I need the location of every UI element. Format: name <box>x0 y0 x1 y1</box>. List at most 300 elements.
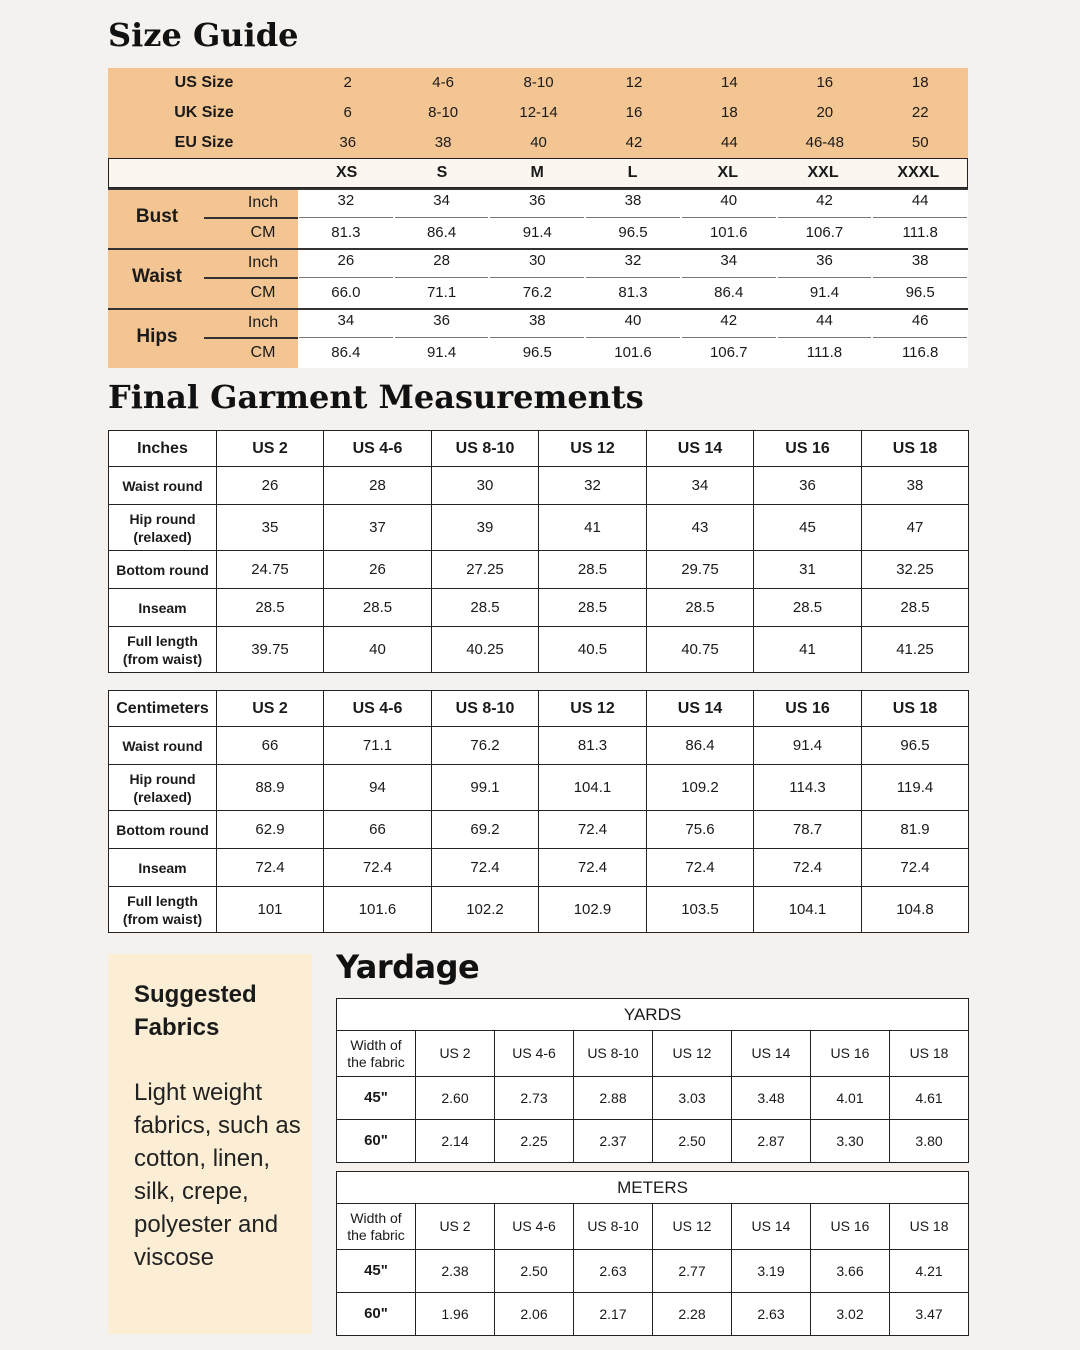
row-label-line1: Bottom round <box>116 561 209 578</box>
yardage-value: 2.77 <box>653 1250 732 1293</box>
measurement-cell: 29.75 <box>647 551 754 589</box>
yardage-value: 2.63 <box>574 1250 653 1293</box>
cm-value: 86.4 <box>714 284 744 301</box>
separator-segment <box>778 337 872 338</box>
separator-segment <box>395 337 489 338</box>
separator-segment <box>778 217 872 218</box>
measurement-cell: 69.2 <box>432 811 539 849</box>
size-column-header: US 14 <box>732 1204 811 1250</box>
inch-value: 44 <box>911 192 929 209</box>
yardage-yards-table <box>336 998 969 1163</box>
measurement-cell: 28 <box>324 467 432 505</box>
yardage-value: 2.88 <box>574 1077 653 1120</box>
width-of-fabric-label <box>337 1204 416 1250</box>
garment-inches-table <box>108 430 969 673</box>
yardage-title: Yardage <box>336 948 480 986</box>
size-guide-table <box>108 68 968 370</box>
measurement-cell: 66 <box>324 811 432 849</box>
separator-segment <box>682 217 776 218</box>
row-label-line1: Waist round <box>122 477 203 494</box>
yardage-value: 3.80 <box>890 1120 969 1163</box>
inch-value: 36 <box>816 252 833 269</box>
cm-value: 111.8 <box>806 344 843 361</box>
separator-segment <box>490 277 584 278</box>
row-label <box>109 765 217 811</box>
size-value: 16 <box>625 104 643 121</box>
inch-value: 36 <box>433 312 450 329</box>
measurement-cell: 114.3 <box>754 765 862 811</box>
row-label-line1: Inseam <box>138 859 187 876</box>
measurement-cell: 27.25 <box>432 551 539 589</box>
measurement-cell: 41 <box>754 627 862 673</box>
row-label <box>109 849 217 887</box>
suggested-fabrics-box <box>108 954 312 1334</box>
body-measurement-block <box>108 188 968 248</box>
measurement-cell: 103.5 <box>647 887 754 933</box>
measurement-cell: 28.5 <box>647 589 754 627</box>
separator-segment <box>490 337 584 338</box>
letter-size: XXL <box>807 164 839 181</box>
row-label-line1: Hip round <box>129 510 196 527</box>
row-separator <box>298 337 968 338</box>
yardage-value: 2.37 <box>574 1120 653 1163</box>
cm-value: 106.7 <box>805 224 844 241</box>
measurement-cell: 24.75 <box>217 551 324 589</box>
letter-size: M <box>530 164 544 181</box>
measurement-cell: 36 <box>754 467 862 505</box>
cm-values-row <box>298 220 968 250</box>
size-conversion-cells <box>300 68 968 98</box>
separator-segment <box>586 277 680 278</box>
fabrics-description: Light weight fabrics, such as cotton, linen, silk, crepe, polyester and viscose <box>134 1079 301 1271</box>
yardage-row <box>337 1250 969 1293</box>
row-label-line1: Waist round <box>122 737 203 754</box>
table-row <box>109 811 969 849</box>
measurement-cell: 28.5 <box>754 589 862 627</box>
table-row <box>109 887 969 933</box>
cm-value: 96.5 <box>618 224 648 241</box>
size-value: 40 <box>530 134 547 151</box>
yardage-value: 3.19 <box>732 1250 811 1293</box>
unit-inch-label: Inch <box>247 314 279 331</box>
measurement-cell: 34 <box>647 467 754 505</box>
size-value: 12 <box>625 74 643 91</box>
fabric-width: 45" <box>337 1077 416 1120</box>
size-column-header: US 18 <box>890 1031 969 1077</box>
row-label <box>109 589 217 627</box>
yardage-value: 3.47 <box>890 1293 969 1336</box>
cm-value: 111.8 <box>902 224 938 241</box>
measurement-cell: 26 <box>324 551 432 589</box>
separator-segment <box>395 217 489 218</box>
measurement-cell: 47 <box>862 505 969 551</box>
body-measurement-block <box>108 308 968 368</box>
block-top-border <box>108 308 968 310</box>
cm-value: 86.4 <box>426 224 457 241</box>
inch-value: 26 <box>337 252 355 269</box>
yardage-value: 2.17 <box>574 1293 653 1336</box>
separator-segment <box>490 217 584 218</box>
body-measurement-block <box>108 248 968 308</box>
yardage-value: 2.87 <box>732 1120 811 1163</box>
measurement-values <box>298 308 968 368</box>
table-header-row <box>109 691 969 727</box>
unit-inch-label: Inch <box>247 194 279 211</box>
fabric-width: 45" <box>337 1250 416 1293</box>
yardage-row <box>337 1293 969 1336</box>
measurement-cell: 104.1 <box>754 887 862 933</box>
row-label <box>109 505 217 551</box>
width-label-line2: the fabric <box>347 1226 405 1243</box>
size-column-header: US 18 <box>862 431 969 467</box>
size-value: 36 <box>339 134 357 151</box>
cm-value: 101.6 <box>614 344 652 361</box>
inch-value: 46 <box>911 312 929 329</box>
unit-inch-label: Inch <box>247 254 279 271</box>
yardage-value: 2.06 <box>495 1293 574 1336</box>
size-value: 4-6 <box>432 74 454 91</box>
unit-corner-label: Inches <box>109 431 217 467</box>
row-label-line2: (from waist) <box>122 910 203 927</box>
measurement-cell: 30 <box>432 467 539 505</box>
cm-value: 91.4 <box>522 224 552 241</box>
measurement-cell: 28.5 <box>324 589 432 627</box>
row-label <box>109 727 217 765</box>
yardage-value: 4.01 <box>811 1077 890 1120</box>
yardage-value: 3.02 <box>811 1293 890 1336</box>
row-label <box>109 551 217 589</box>
size-value: 46-48 <box>805 134 844 151</box>
measurement-cell: 102.9 <box>539 887 647 933</box>
letter-size: XS <box>335 164 358 181</box>
inch-values-row <box>298 188 968 218</box>
yardage-meters-table <box>336 1171 969 1336</box>
size-value: 20 <box>816 104 834 121</box>
measurement-cell: 109.2 <box>647 765 754 811</box>
table-row <box>109 727 969 765</box>
yardage-header-row <box>337 1204 969 1250</box>
inch-value: 40 <box>720 192 738 209</box>
cm-value: 96.5 <box>522 344 552 361</box>
size-column-header: US 12 <box>539 691 647 727</box>
inch-values-row <box>298 308 968 338</box>
letter-size: S <box>436 164 448 181</box>
separator-segment <box>395 277 489 278</box>
row-label-line2: (from waist) <box>122 650 203 667</box>
row-label-line1: Hip round <box>129 770 196 787</box>
cm-value: 86.4 <box>331 344 361 361</box>
yardage-caption: YARDS <box>337 999 969 1031</box>
separator-segment <box>299 217 393 218</box>
inch-value: 44 <box>816 312 833 329</box>
measurement-name: Waist <box>132 266 182 287</box>
measurement-cell: 28.5 <box>217 589 324 627</box>
yardage-value: 3.03 <box>653 1077 732 1120</box>
separator-segment <box>873 277 967 278</box>
cm-value: 91.4 <box>809 284 840 301</box>
cm-value: 96.5 <box>905 284 935 301</box>
yardage-caption-row <box>337 1172 969 1204</box>
inch-value: 38 <box>911 252 929 269</box>
cm-value: 101.6 <box>709 224 748 241</box>
separator-segment <box>682 337 776 338</box>
measurement-cell: 76.2 <box>432 727 539 765</box>
yardage-row <box>337 1077 969 1120</box>
row-label <box>109 627 217 673</box>
unit-corner-label: Centimeters <box>109 691 217 727</box>
measurement-cell: 104.8 <box>862 887 969 933</box>
unit-cm-label: CM <box>250 344 276 361</box>
size-value: 12-14 <box>519 104 558 121</box>
block-top-border <box>108 188 968 190</box>
garment-centimeters-table <box>108 690 969 933</box>
measurement-cell: 78.7 <box>754 811 862 849</box>
size-column-header: US 2 <box>416 1204 495 1250</box>
cm-value: 66.0 <box>331 284 361 301</box>
size-value: 8-10 <box>523 74 554 91</box>
separator-segment <box>299 337 393 338</box>
separator-segment <box>682 277 776 278</box>
measurement-cell: 72.4 <box>647 849 754 887</box>
measurement-cell: 40.75 <box>647 627 754 673</box>
separator-segment <box>873 337 967 338</box>
row-separator <box>298 217 968 218</box>
yardage-row <box>337 1120 969 1163</box>
final-garment-title: Final Garment Measurements <box>108 378 644 416</box>
measurement-cell: 39 <box>432 505 539 551</box>
size-column-header: US 14 <box>647 431 754 467</box>
fabric-width: 60" <box>337 1293 416 1336</box>
measurement-cell: 99.1 <box>432 765 539 811</box>
cm-values-row <box>298 340 968 370</box>
cm-value: 91.4 <box>426 344 457 361</box>
inch-value: 42 <box>720 312 738 329</box>
measurement-cell: 94 <box>324 765 432 811</box>
size-column-header: US 8-10 <box>432 691 539 727</box>
unit-cm-label: CM <box>250 284 276 301</box>
measurement-cell: 75.6 <box>647 811 754 849</box>
letter-size-row <box>108 158 968 188</box>
size-column-header: US 2 <box>217 691 324 727</box>
measurement-cell: 32 <box>539 467 647 505</box>
measurement-cell: 101 <box>217 887 324 933</box>
measurement-cell: 32.25 <box>862 551 969 589</box>
row-label-line1: Inseam <box>138 599 187 616</box>
measurement-cell: 45 <box>754 505 862 551</box>
separator-segment <box>778 277 872 278</box>
size-column-header: US 4-6 <box>324 431 432 467</box>
size-column-header: US 4-6 <box>495 1031 574 1077</box>
table-row <box>109 849 969 887</box>
measurement-cell: 72.4 <box>754 849 862 887</box>
measurement-name: Bust <box>135 206 179 227</box>
measurement-values <box>298 248 968 308</box>
unit-cm-label: CM <box>250 224 276 241</box>
size-value: 44 <box>721 134 738 151</box>
table-row <box>109 505 969 551</box>
size-value: 6 <box>343 104 352 121</box>
size-column-header: US 8-10 <box>574 1204 653 1250</box>
cm-value: 106.7 <box>709 344 748 361</box>
row-label <box>109 887 217 933</box>
measurement-cell: 40.25 <box>432 627 539 673</box>
size-guide-title: Size Guide <box>108 16 299 54</box>
inch-value: 42 <box>816 192 833 209</box>
size-column-header: US 14 <box>732 1031 811 1077</box>
row-label <box>109 811 217 849</box>
size-column-header: US 12 <box>539 431 647 467</box>
measurement-cell: 40.5 <box>539 627 647 673</box>
fabric-width: 60" <box>337 1120 416 1163</box>
row-label-line1: Full length <box>127 632 198 649</box>
size-column-header: US 12 <box>653 1204 732 1250</box>
size-column-header: US 2 <box>416 1031 495 1077</box>
measurement-cell: 96.5 <box>862 727 969 765</box>
measurement-cell: 71.1 <box>324 727 432 765</box>
measurement-cell: 88.9 <box>217 765 324 811</box>
cm-value: 81.3 <box>331 224 361 241</box>
width-label-line1: Width of <box>350 1209 402 1226</box>
size-column-header: US 8-10 <box>574 1031 653 1077</box>
measurement-cell: 72.4 <box>539 849 647 887</box>
measurement-cell: 72.4 <box>862 849 969 887</box>
row-separator <box>298 277 968 278</box>
size-value: 18 <box>721 104 738 121</box>
width-label-line1: Width of <box>350 1036 402 1053</box>
size-column-header: US 14 <box>647 691 754 727</box>
size-value: 2 <box>343 74 352 91</box>
separator-segment <box>873 217 967 218</box>
measurement-cell: 101.6 <box>324 887 432 933</box>
row-label-line2: (relaxed) <box>133 788 192 805</box>
table-row <box>109 765 969 811</box>
size-column-header: US 12 <box>653 1031 732 1077</box>
cm-value: 81.3 <box>618 284 648 301</box>
measurement-cell: 81.9 <box>862 811 969 849</box>
yardage-value: 2.25 <box>495 1120 574 1163</box>
measurement-name: Hips <box>136 326 178 347</box>
yardage-value: 2.14 <box>416 1120 495 1163</box>
size-column-header: US 4-6 <box>324 691 432 727</box>
size-column-header: US 18 <box>862 691 969 727</box>
table-row <box>109 627 969 673</box>
row-label <box>109 467 217 505</box>
measurement-cell: 41 <box>539 505 647 551</box>
yardage-value: 3.30 <box>811 1120 890 1163</box>
measurement-cell: 86.4 <box>647 727 754 765</box>
measurement-cell: 28.5 <box>432 589 539 627</box>
size-system-label: US Size <box>174 74 234 91</box>
inch-value: 34 <box>337 312 355 329</box>
measurement-cell: 104.1 <box>539 765 647 811</box>
letter-size: L <box>627 164 638 181</box>
table-row <box>109 589 969 627</box>
inch-value: 36 <box>528 192 546 209</box>
yardage-value: 2.50 <box>495 1250 574 1293</box>
size-column-header: US 16 <box>754 691 862 727</box>
yardage-value: 3.48 <box>732 1077 811 1120</box>
yardage-value: 2.38 <box>416 1250 495 1293</box>
size-conversion-row <box>108 98 968 128</box>
size-conversion-row <box>108 68 968 98</box>
inch-value: 30 <box>528 252 546 269</box>
width-of-fabric-label <box>337 1031 416 1077</box>
size-conversion-cells <box>300 98 968 128</box>
measurement-cell: 43 <box>647 505 754 551</box>
size-system-label: UK Size <box>174 104 234 121</box>
inch-value: 32 <box>337 192 355 209</box>
fabrics-heading-line1: Suggested <box>134 981 257 1008</box>
yardage-value: 2.50 <box>653 1120 732 1163</box>
measurement-cell: 28.5 <box>539 551 647 589</box>
row-label-line1: Bottom round <box>116 821 209 838</box>
measurement-cell: 91.4 <box>754 727 862 765</box>
yardage-value: 2.63 <box>732 1293 811 1336</box>
yardage-caption: METERS <box>337 1172 969 1204</box>
measurement-cell: 72.4 <box>217 849 324 887</box>
inch-value: 34 <box>433 192 450 209</box>
yardage-header-row <box>337 1031 969 1077</box>
yardage-value: 3.66 <box>811 1250 890 1293</box>
measurement-cell: 38 <box>862 467 969 505</box>
size-value: 8-10 <box>428 104 459 121</box>
cm-value: 71.1 <box>426 284 457 301</box>
size-value: 38 <box>434 134 452 151</box>
size-column-header: US 2 <box>217 431 324 467</box>
separator-segment <box>586 217 680 218</box>
yardage-value: 4.21 <box>890 1250 969 1293</box>
measurement-cell: 62.9 <box>217 811 324 849</box>
measurement-cell: 40 <box>324 627 432 673</box>
inch-value: 32 <box>624 252 642 269</box>
inch-value: 40 <box>624 312 642 329</box>
size-conversion-cells <box>300 128 968 158</box>
measurement-values <box>298 188 968 248</box>
inch-value: 38 <box>528 312 546 329</box>
inch-value: 28 <box>433 252 450 269</box>
size-value: 16 <box>816 74 834 91</box>
measurement-cell: 39.75 <box>217 627 324 673</box>
size-value: 22 <box>911 104 929 121</box>
size-column-header: US 4-6 <box>495 1204 574 1250</box>
size-column-header: US 8-10 <box>432 431 539 467</box>
measurement-cell: 31 <box>754 551 862 589</box>
separator-segment <box>586 337 680 338</box>
fabrics-heading-line2: Fabrics <box>134 1014 220 1041</box>
fabrics-heading <box>134 978 304 1044</box>
inch-values-row <box>298 248 968 278</box>
measurement-cell: 66 <box>217 727 324 765</box>
inch-value: 34 <box>720 252 738 269</box>
block-top-border <box>108 248 968 250</box>
yardage-value: 4.61 <box>890 1077 969 1120</box>
size-value: 14 <box>721 74 738 91</box>
inch-value: 38 <box>624 192 642 209</box>
row-label-line1: Full length <box>127 892 198 909</box>
table-row <box>109 467 969 505</box>
cm-values-row <box>298 280 968 310</box>
measurement-cell: 35 <box>217 505 324 551</box>
measurement-cell: 28.5 <box>539 589 647 627</box>
width-label-line2: the fabric <box>347 1053 405 1070</box>
yardage-value: 2.73 <box>495 1077 574 1120</box>
measurement-cell: 26 <box>217 467 324 505</box>
size-value: 42 <box>625 134 643 151</box>
separator-segment <box>299 277 393 278</box>
measurement-cell: 72.4 <box>324 849 432 887</box>
size-column-header: US 16 <box>811 1204 890 1250</box>
measurement-cell: 72.4 <box>539 811 647 849</box>
